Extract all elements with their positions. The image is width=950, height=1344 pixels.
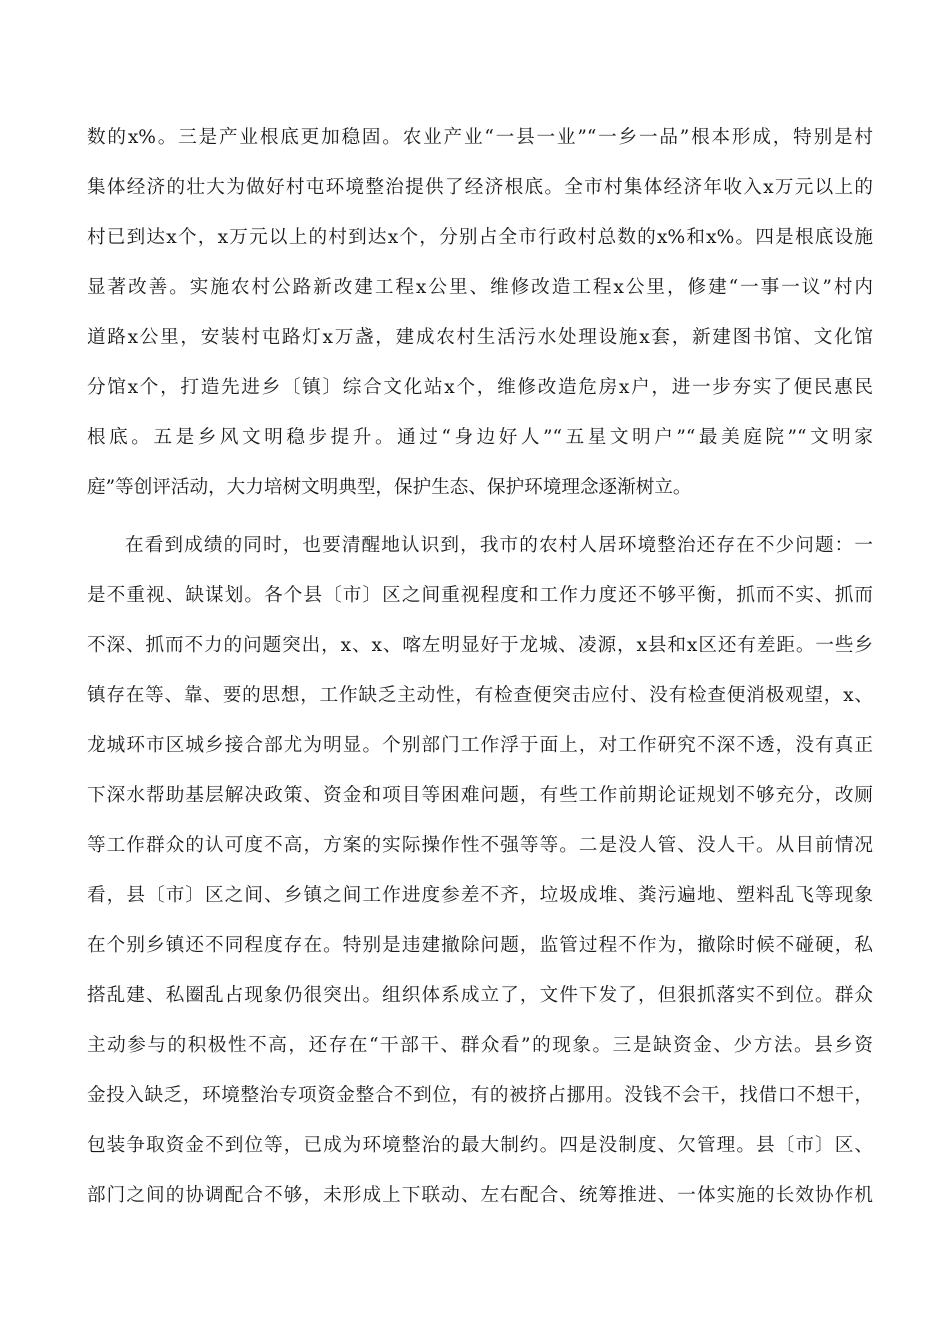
text-line: 是不重视、缺谋划。各个县〔市〕区之间重视程度和工作力度还不够平衡，抓而不实、抓而 [87, 585, 873, 606]
text-line: 主动参与的积极性不高，还存在“干部干、群众看”的现象。三是缺资金、少方法。县乡资 [87, 1035, 873, 1056]
text-line: 集体经济的壮大为做好村屯环境整治提供了经济根底。全市村集体经济年收入x万元以上的 [87, 177, 873, 198]
text-line: 庭”等创评活动，大力培树文明典型，保护生态、保护环境理念逐渐树立。 [87, 477, 692, 498]
text-line: 下深水帮助基层解决政策、资金和项目等困难问题，有些工作前期论证规划不够充分，改厕 [87, 785, 873, 806]
text-line: 根底。五是乡风文明稳步提升。通过“身边好人”“五星文明户”“最美庭院”“文明家 [87, 427, 873, 448]
text-line: 镇存在等、靠、要的思想，工作缺乏主动性，有检查便突击应付、没有检查便消极观望，x、 [87, 685, 873, 706]
text-line: 不深、抓而不力的问题突出，x、x、喀左明显好于龙城、凌源，x县和x区还有差距。一些乡 [87, 635, 873, 656]
text-line: 显著改善。实施农村公路新改建工程x公里、维修改造工程x公里，修建“一事一议”村内 [87, 277, 873, 298]
text-line: 村已到达x个，x万元以上的村到达x个，分别占全市行政村总数的x%和x%。四是根底设施 [87, 227, 873, 248]
text-line: 分馆x个，打造先进乡〔镇〕综合文化站x个，维修改造危房x户，进一步夯实了便民惠民 [87, 377, 873, 398]
text-line: 包装争取资金不到位等，已成为环境整治的最大制约。四是没制度、欠管理。县〔市〕区、 [87, 1135, 873, 1156]
text-line: 搭乱建、私圈乱占现象仍很突出。组织体系成立了，文件下发了，但狠抓落实不到位。群众 [87, 985, 873, 1006]
text-line: 道路x公里，安装村屯路灯x万盏，建成农村生活污水处理设施x套，新建图书馆、文化馆 [87, 327, 873, 348]
text-line: 数的x%。三是产业根底更加稳固。农业产业“一县一业”“一乡一品”根本形成，特别是村 [87, 127, 873, 148]
text-line: 龙城环市区城乡接合部尤为明显。个别部门工作浮于面上，对工作研究不深不透，没有真正 [87, 735, 873, 756]
text-line: 金投入缺乏，环境整治专项资金整合不到位，有的被挤占挪用。没钱不会干，找借口不想干， [87, 1085, 873, 1106]
text-line: 部门之间的协调配合不够，未形成上下联动、左右配合、统筹推进、一体实施的长效协作机 [87, 1185, 873, 1206]
text-line: 在看到成绩的同时，也要清醒地认识到，我市的农村人居环境整治还存在不少问题：一 [125, 535, 873, 556]
text-line: 看，县〔市〕区之间、乡镇之间工作进度参差不齐，垃圾成堆、粪污遍地、塑料乱飞等现象 [87, 885, 873, 906]
text-line: 等工作群众的认可度不高，方案的实际操作性不强等等。二是没人管、没人干。从目前情况 [87, 835, 873, 856]
text-line: 在个别乡镇还不同程度存在。特别是违建撤除问题，监管过程不作为，撤除时候不碰硬，私 [87, 935, 873, 956]
